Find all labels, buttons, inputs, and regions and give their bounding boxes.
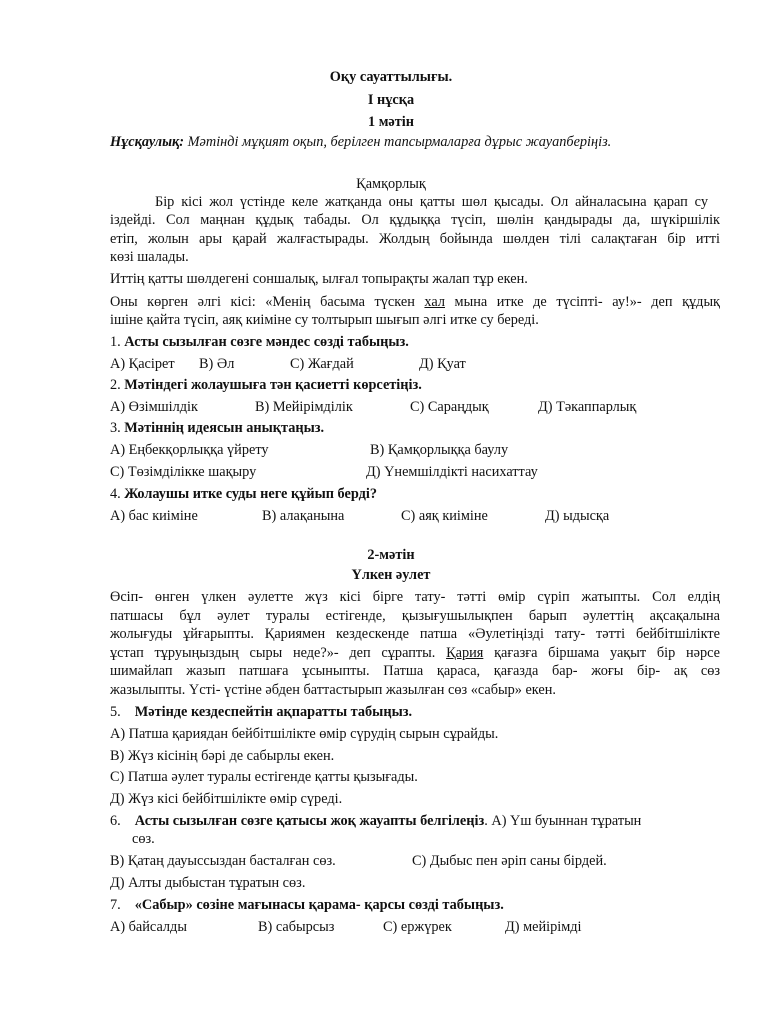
- q3-option-d[interactable]: Д) Үнемшілдікті насихаттау: [366, 464, 538, 480]
- text1-p3-part-b: мына итке де түсіпті- ау!»- деп құдық: [445, 294, 720, 310]
- document-title: Оқу сауаттылығы.: [329, 69, 453, 85]
- question-6-text: Асты сызылған сөзге қатысы жоқ жауапты белгілеңіз: [134, 813, 485, 829]
- question-2-number: 2.: [110, 377, 125, 393]
- question-3-text: Мәтіннің идеясын анықтаңыз.: [124, 420, 325, 436]
- text2-title: Үлкен әулет: [351, 567, 431, 583]
- q4-option-d[interactable]: Д) ыдысқа: [545, 508, 610, 524]
- q5-option-b[interactable]: В) Жүз кісінің бәрі де сабырлы екен.: [110, 748, 335, 764]
- text1-p1-line1: Бір кісі жол үстінде келе жатқанда оны қатты шөл қысады. Ол айналасына қарап су: [155, 194, 708, 210]
- text1-p1-line2: іздейді. Сол маңнан құдық табады. Ол құдыққа түсіп, шөлін қандырады да, шүкіршілік: [110, 212, 720, 228]
- text1-p3-part-a: Оны көрген әлгі кісі: «Менің басыма түскен: [110, 294, 425, 310]
- question-5-text: Мәтінде кездеспейтін ақпаратты табыңыз.: [134, 704, 413, 720]
- text1-p3-line1: [110, 293, 720, 311]
- q1-option-c[interactable]: С) Жағдай: [290, 356, 354, 372]
- question-2: [110, 376, 422, 394]
- q6-option-d[interactable]: Д) Алты дыбыстан тұратын сөз.: [110, 875, 306, 891]
- q2-option-b[interactable]: В) Мейірімділік: [255, 399, 353, 415]
- instruction-text: Мәтінді мұқият оқып, берілген тапсырмаларға дұрыс жауапберіңіз.: [184, 134, 612, 150]
- variant-label: І нұсқа: [367, 92, 415, 108]
- text2-line1: Өсіп- өнген үлкен әулетте жүз кісі бірге тату- тәтті өмір сүріп жатыпты. Сол елдің: [110, 589, 720, 605]
- q6-option-a-cont: сөз.: [132, 831, 155, 847]
- text1-p1-line4: көзі шалады.: [110, 249, 189, 265]
- text1-p1-line3: етіп, жолын ары қарай жалғастырады. Жолдың бойында шөлден тілі салақтаған бір итті: [110, 231, 720, 247]
- question-4-number: 4.: [110, 486, 125, 502]
- q4-option-b[interactable]: В) алақанына: [262, 508, 345, 524]
- text2-label: 2-мәтін: [367, 547, 415, 563]
- q3-option-b[interactable]: В) Қамқорлыққа баулу: [370, 442, 509, 458]
- text1-p2: Иттің қатты шөлдегені соншалық, ылғал топырақты жалап тұр екен.: [110, 271, 528, 287]
- question-4: [110, 485, 377, 503]
- q7-option-c[interactable]: С) ержүрек: [383, 919, 452, 935]
- underlined-word-qariya: Қария: [446, 645, 484, 661]
- question-7-text: «Сабыр» сөзіне мағынасы қарама- қарсы сөзді табыңыз.: [134, 897, 504, 913]
- q1-option-a[interactable]: А) Қасірет: [110, 356, 175, 372]
- text2-line4-part-a: ұстап тұруыңыздың сыры неде?»- деп сұрапты.: [110, 645, 447, 661]
- text2-line5: шимайлап жазып патшаға ұсыныпты. Патша қараса, қағазда бар- жоғы бір- ақ сөз: [110, 663, 720, 679]
- question-2-text: Мәтіндегі жолаушыға тән қасиетті көрсетіңіз.: [124, 377, 422, 393]
- q4-option-a[interactable]: А) бас киіміне: [110, 508, 198, 524]
- q7-option-b[interactable]: В) сабырсыз: [258, 919, 335, 935]
- text2-line2: патшасы бұл әулет туралы естігенде, қызығушылықпен барып әулеттің ақсақалына: [110, 608, 720, 624]
- q5-option-d[interactable]: Д) Жүз кісі бейбітшілікте өмір сүреді.: [110, 791, 343, 807]
- q7-option-a[interactable]: А) байсалды: [110, 919, 187, 935]
- q6-option-a[interactable]: . А) Үш буыннан тұратын: [484, 813, 642, 829]
- instruction-line: [110, 133, 611, 151]
- text1-title: Қамқорлық: [356, 176, 426, 192]
- text2-line3: жолығуды ұйғарыпты. Қариямен кездескенде патша «Әулетіңізді тату- тәтті бейбітшілікте: [110, 626, 720, 642]
- question-3: [110, 419, 324, 437]
- text2-line4: [110, 644, 720, 662]
- q5-option-c[interactable]: С) Патша әулет туралы естігенде қатты қызығады.: [110, 769, 418, 785]
- q4-option-c[interactable]: С) аяқ киіміне: [401, 508, 488, 524]
- instruction-label: Нұсқаулық:: [110, 134, 185, 150]
- text2-line6: жазылыпты. Үсті- үстіне әбден баттастырып жазылған сөз «сабыр» екен.: [110, 682, 556, 698]
- q2-option-a[interactable]: А) Өзімшілдік: [110, 399, 198, 415]
- q6-option-b[interactable]: В) Қатаң дауыссыздан басталған сөз.: [110, 853, 336, 869]
- q2-option-d[interactable]: Д) Тәкаппарлық: [538, 399, 637, 415]
- question-1: [110, 333, 409, 351]
- question-1-number: 1.: [110, 334, 125, 350]
- question-5: [110, 703, 412, 721]
- question-7: [110, 896, 504, 914]
- q3-option-a[interactable]: А) Еңбекқорлыққа үйрету: [110, 442, 269, 458]
- q7-option-d[interactable]: Д) мейірімді: [505, 919, 582, 935]
- question-6: [110, 812, 641, 830]
- q3-option-c[interactable]: С) Төзімділікке шақыру: [110, 464, 257, 480]
- underlined-word-hal: хал: [424, 294, 445, 310]
- question-1-text: Асты сызылған сөзге мәндес сөзді табыңыз.: [124, 334, 409, 350]
- question-7-number: 7.: [110, 897, 121, 913]
- question-4-text: Жолаушы итке суды неге құйып берді?: [124, 486, 377, 502]
- q6-option-c[interactable]: С) Дыбыс пен әріп саны бірдей.: [412, 853, 607, 869]
- q1-option-b[interactable]: В) Әл: [199, 356, 235, 372]
- text2-line4-part-b: қағазға біршама уақыт бір нәрсе: [483, 645, 720, 661]
- question-5-number: 5.: [110, 704, 121, 720]
- q1-option-d[interactable]: Д) Қуат: [419, 356, 466, 372]
- text1-label: 1 мәтін: [367, 114, 415, 130]
- question-3-number: 3.: [110, 420, 125, 436]
- q2-option-c[interactable]: С) Сараңдық: [410, 399, 489, 415]
- q5-option-a[interactable]: А) Патша қариядан бейбітшілікте өмір сүрудің сырын сұрайды.: [110, 726, 499, 742]
- text1-p3-line2: ішіне қайта түсіп, аяқ киіміне су толтырып шығып әлгі итке су береді.: [110, 312, 539, 328]
- question-6-number: 6.: [110, 813, 121, 829]
